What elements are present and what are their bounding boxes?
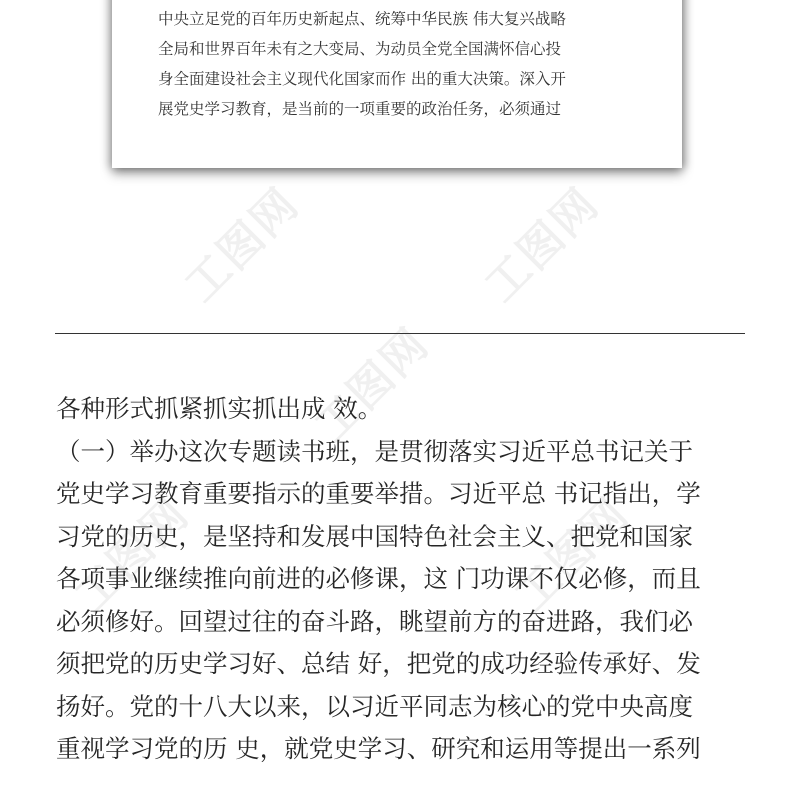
body-line: 扬好。党的十八大以来，以习近平同志为核心的党中央高度 <box>56 691 693 721</box>
watermark: 工图网 <box>65 488 200 623</box>
body-line: （一）举办这次专题读书班，是贯彻落实习近平总书记关于 <box>56 436 693 466</box>
quote-card-line: 展党史学习教育，是当前的一项重要的政治任务，必须通过 <box>158 100 562 118</box>
body-paragraph <box>56 388 756 771</box>
body-line: 习党的历史，是坚持和发展中国特色社会主义、把党和国家 <box>56 521 693 551</box>
quote-card-text <box>158 4 648 124</box>
section-divider <box>55 333 745 334</box>
watermark: 工图网 <box>175 178 310 313</box>
quote-card <box>112 0 682 168</box>
body-line: 必须修好。回望过往的奋斗路，眺望前方的奋进路，我们必 <box>56 606 693 636</box>
body-line: 各项事业继续推向前进的必修课，这 门功课不仅必修，而且 <box>56 564 701 593</box>
body-line: 各种形式抓紧抓实抓出成 效。 <box>56 394 383 423</box>
watermark: 工图网 <box>305 318 440 453</box>
body-line: 重视学习党的历 史，就党史学习、研究和运用等提出一系列 <box>56 734 701 763</box>
quote-card-line: 身全面建设社会主义现代化国家而作 出的重大决策。深入开 <box>158 70 566 88</box>
watermark: 工图网 <box>505 488 640 623</box>
quote-card-line: 全局和世界百年未有之大变局、为动员全党全国满怀信心投 <box>158 40 562 58</box>
quote-card-line: 中央立足党的百年历史新起点、统筹中华民族 伟大复兴战略 <box>158 10 566 28</box>
body-line: 须把党的历史学习好、总结 好，把党的成功经验传承好、发 <box>56 649 701 678</box>
body-line: 党史学习教育重要指示的重要举措。习近平总 书记指出，学 <box>56 479 701 508</box>
watermark: 工图网 <box>475 178 610 313</box>
